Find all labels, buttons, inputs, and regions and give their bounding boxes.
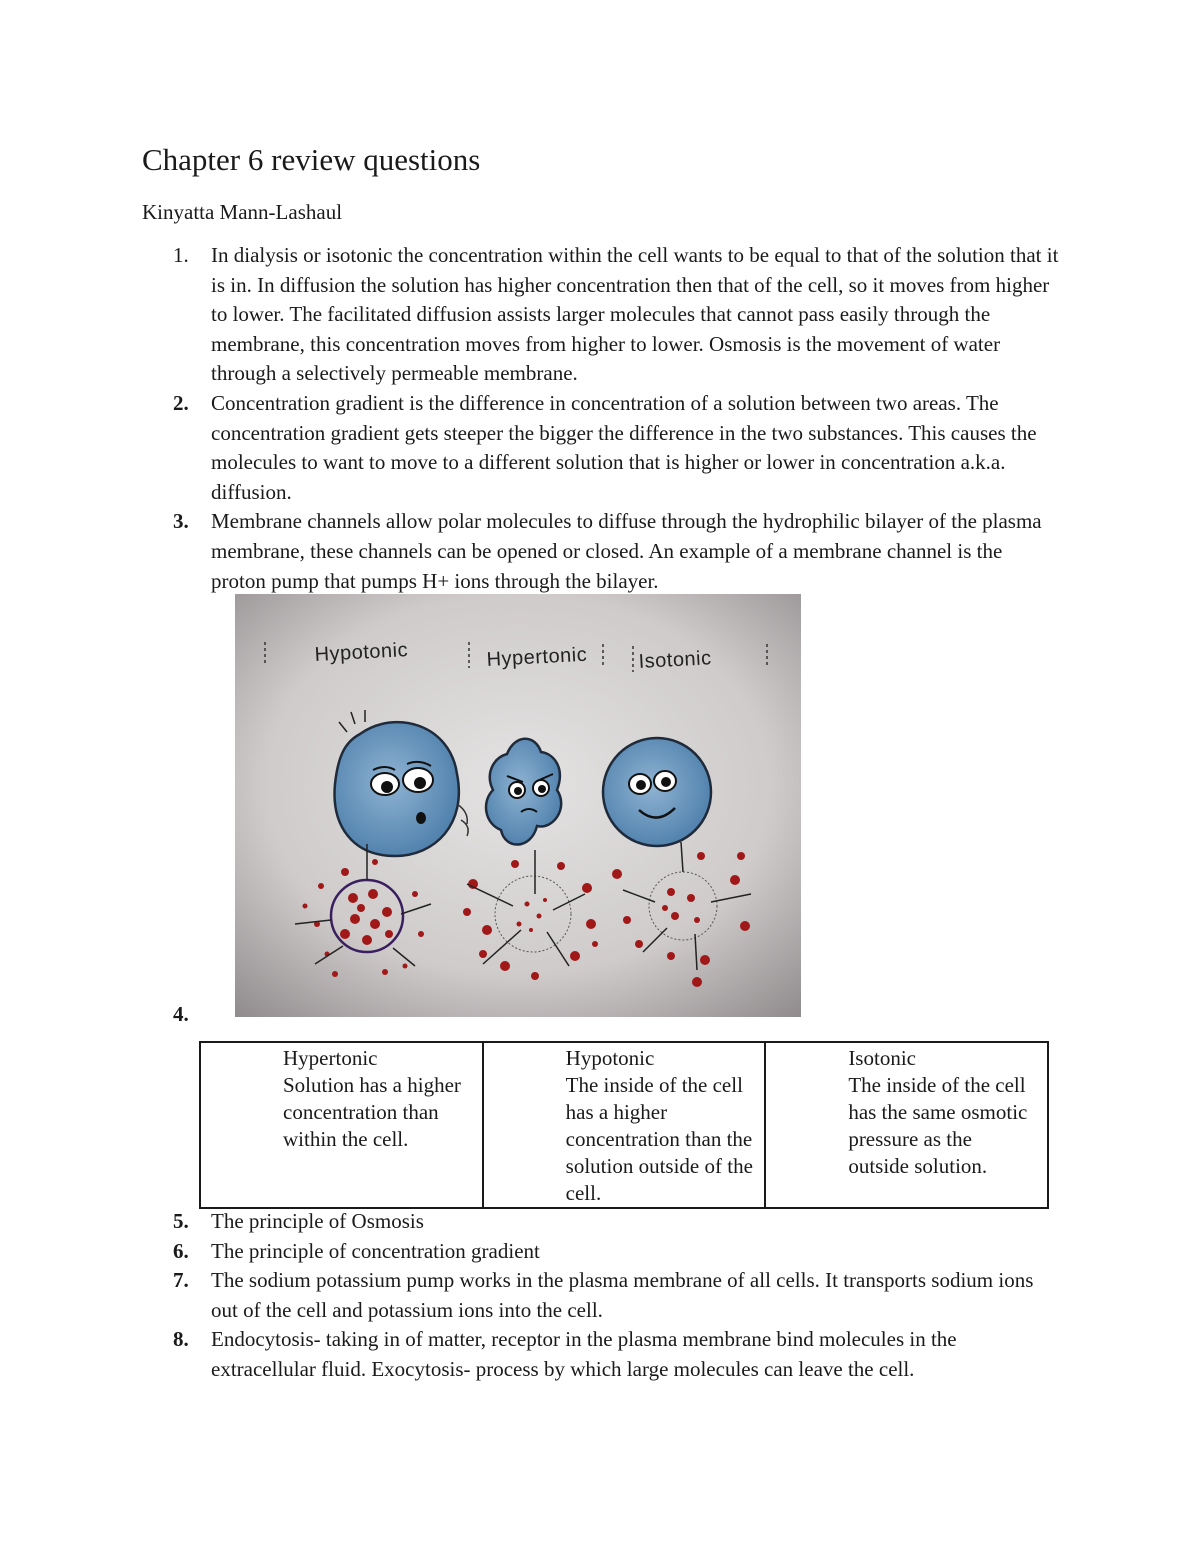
- question-number: 5.: [173, 1209, 189, 1233]
- cell-heading: Hypotonic: [565, 1046, 655, 1070]
- question-item: [142, 1237, 1062, 1267]
- question-item: [142, 1207, 1062, 1237]
- author-name: Kinyatta Mann-Lashaul: [142, 200, 343, 224]
- table-cell-isotonic: [765, 1042, 1048, 1208]
- question-item: [142, 507, 1062, 596]
- label-isotonic: Isotonic: [638, 647, 713, 673]
- question-number: 3.: [173, 509, 189, 534]
- question-number: 4.: [173, 1002, 189, 1026]
- questions-list-bottom: [142, 1207, 1062, 1385]
- question-number: 7.: [173, 1268, 189, 1293]
- question-item: [142, 1266, 1062, 1325]
- label-hypotonic: Hypotonic: [314, 639, 409, 666]
- question-answer: Concentration gradient is the difference in concentration of a solution between two areas. The concentration gradient gets steeper the bigger the difference in the two substances. This causes the molecules to want to move to a different solution that is higher or lower in concentration a.k.a. diffusion.: [211, 390, 1037, 504]
- label-hypertonic: Hypertonic: [486, 643, 588, 671]
- tonicity-table: [199, 1041, 1049, 1209]
- table-cell-hypertonic: [200, 1042, 483, 1208]
- tonicity-drawing-photo: [235, 594, 801, 1017]
- cell-heading: Hypertonic: [283, 1046, 378, 1070]
- question-number: 8.: [173, 1327, 189, 1352]
- question-number: 2.: [173, 390, 189, 415]
- cell-description: The inside of the cell has a higher concentration than the solution outside of the cell.: [565, 1073, 753, 1205]
- cell-description: The inside of the cell has the same osmotic pressure as the outside solution.: [848, 1073, 1028, 1178]
- table-row: [200, 1042, 1048, 1208]
- cell-heading: Isotonic: [848, 1046, 916, 1070]
- question-number: 1.: [173, 243, 189, 267]
- table-cell-hypotonic: [483, 1042, 766, 1208]
- page-title: Chapter 6 review questions: [142, 142, 481, 177]
- question-answer: Membrane channels allow polar molecules to diffuse through the hydrophilic bilayer of the plasma membrane, these channels can be opened or closed. An example of a membrane channel is the proton pump that pumps H+ ions through the bilayer.: [211, 509, 1042, 593]
- questions-list-top: [142, 241, 1062, 596]
- question-item: [142, 241, 1062, 389]
- question-item: [142, 389, 1062, 507]
- question-answer: The principle of Osmosis: [211, 1209, 424, 1233]
- question-item: [142, 1325, 1062, 1384]
- question-answer: Endocytosis- taking in of matter, receptor in the plasma membrane bind molecules in the extracellular fluid. Exocytosis- process by which large molecules can leave the cell.: [211, 1327, 957, 1381]
- normal-cell: [603, 738, 711, 846]
- cell-description: Solution has a higher concentration than within the cell.: [283, 1073, 461, 1151]
- question-answer: In dialysis or isotonic the concentration within the cell wants to be equal to that of the solution that it is in. In diffusion the solution has higher concentration then that of the cell, so it moves from higher to lower. The facilitated diffusion assists larger molecules that cannot pass easily through the membrane, this concentration moves from higher to lower. Osmosis is the movement of water through a selectively permeable membrane.: [211, 243, 1059, 386]
- question-answer: The sodium potassium pump works in the plasma membrane of all cells. It transports sodium ions out of the cell and potassium ions into the cell.: [211, 1268, 1034, 1322]
- question-answer: The principle of concentration gradient: [211, 1238, 540, 1263]
- tonicity-drawing: [235, 594, 801, 1017]
- question-number: 6.: [173, 1238, 189, 1263]
